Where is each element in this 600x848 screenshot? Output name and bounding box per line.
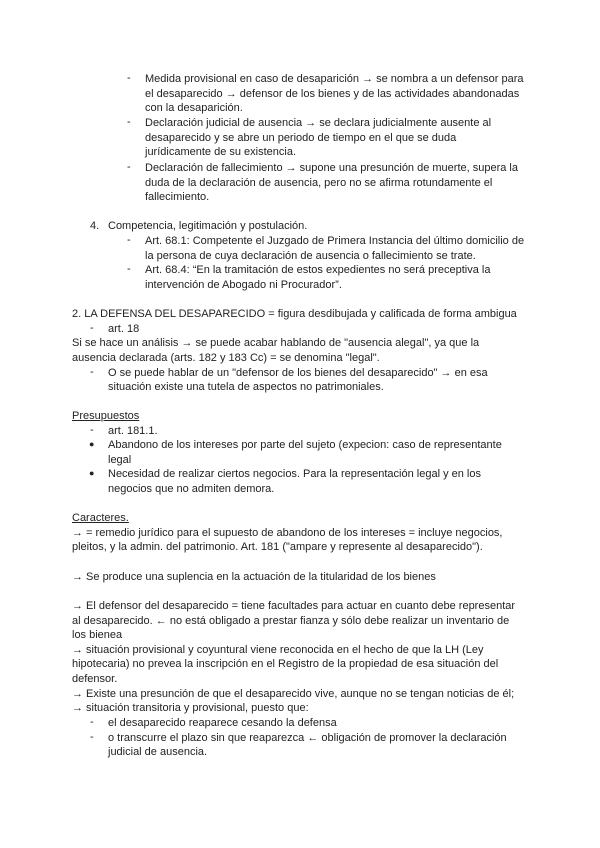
- text-line: Abandono de los intereses por parte del sujeto (expecion: caso de representante: [108, 439, 502, 451]
- text-line: hipotecaria) no prevea la inscripción en el Registro de la propiedad de esa situación del: [72, 658, 499, 670]
- text-line: art. 18: [108, 323, 140, 335]
- section-heading: Presupuestos: [72, 410, 140, 422]
- bullet-dash: -: [127, 234, 131, 246]
- text-line: los bienea: [72, 629, 123, 641]
- section-title: Competencia, legitimación y postulación.: [108, 220, 308, 232]
- bullet-dash: -: [127, 161, 131, 173]
- text-line: con la desaparición.: [145, 102, 243, 114]
- text-line: duda de la declaración de ausencia, pero no se afirma rotundamente el: [145, 177, 493, 189]
- text-line: Necesidad de realizar ciertos negocios. Para la representación legal y en los: [108, 468, 481, 480]
- text-line: → El defensor del desaparecido = tiene facultades para actuar en cuanto debe representar: [72, 600, 516, 612]
- text-line: defensor.: [72, 673, 118, 685]
- section-heading: 2. LA DEFENSA DEL DESAPARECIDO = figura desdibujada y calificada de forma ambigua: [72, 308, 517, 320]
- text-line: ausencia declarada (arts. 182 y 183 Cc) = se denomina "legal".: [72, 352, 380, 364]
- text-line: → Se produce una suplencia en la actuación de la titularidad de los bienes: [72, 571, 436, 583]
- text-line: legal: [108, 454, 132, 466]
- bullet-dash: -: [90, 322, 94, 334]
- text-line: → situación provisional y coyuntural viene reconocida en el hecho de que la LH (Ley: [72, 644, 484, 656]
- bullet-dot: ●: [89, 468, 95, 478]
- text-line: jurídicamente de su existencia.: [145, 146, 297, 158]
- text-line: situación existe una tutela de aspectos no patrimoniales.: [108, 381, 384, 393]
- list-number: 4.: [90, 220, 100, 232]
- bullet-dash: -: [90, 731, 94, 743]
- text-line: → Existe una presunción de que el desaparecido vive, aunque no se tengan noticias de él;: [72, 688, 515, 700]
- text-line: Art. 68.1: Competente el Juzgado de Primera Instancia del último domicilio de: [145, 235, 525, 247]
- text-line: Medida provisional en caso de desaparición → se nombra a un defensor para: [145, 73, 524, 85]
- text-line: O se puede hablar de un "defensor de los bienes del desaparecido" → en esa: [108, 367, 488, 379]
- text-line: Declaración judicial de ausencia → se declara judicialmente ausente al: [145, 117, 492, 129]
- text-line: el desaparecido reaparece cesando la defensa: [108, 717, 337, 729]
- text-line: desaparecido y se abre un periodo de tiempo en el que se duda: [145, 132, 457, 144]
- section-heading: Caracteres.: [72, 512, 129, 524]
- bullet-dash: -: [90, 716, 94, 728]
- text-line: art. 181.1.: [108, 425, 158, 437]
- text-line: o transcurre el plazo sin que reaparezca ← obligación de promover la declaración: [108, 732, 507, 744]
- bullet-dash: -: [127, 72, 131, 84]
- text-line: al desaparecido. ← no está obligado a prestar fianza y sólo debe realizar un inventario de: [72, 615, 510, 627]
- bullet-dash: -: [127, 116, 131, 128]
- bullet-dash: -: [90, 366, 94, 378]
- text-line: Declaración de fallecimiento → supone una presunción de muerte, supera la: [145, 162, 518, 174]
- text-line: → situación transitoria y provisional, puesto que:: [72, 702, 309, 714]
- bullet-dash: -: [90, 424, 94, 436]
- text-line: Si se hace un análisis → se puede acabar hablando de "ausencia alegal", ya que la: [72, 337, 480, 349]
- bullet-dot: ●: [89, 439, 95, 449]
- text-line: judicial de ausencia.: [108, 746, 208, 758]
- text-line: intervención de Abogado ni Procurador”.: [145, 279, 342, 291]
- text-line: negocios que no admiten demora.: [108, 483, 275, 495]
- bullet-dash: -: [127, 263, 131, 275]
- text-line: Art. 68.4: “En la tramitación de estos expedientes no será preceptiva la: [145, 264, 491, 276]
- text-line: → = remedio jurídico para el supuesto de abandono de los intereses = incluye negocios,: [72, 527, 503, 539]
- text-line: fallecimiento.: [145, 191, 210, 203]
- text-line: la persona de cuya declaración de ausencia o fallecimiento se trate.: [145, 250, 476, 262]
- text-line: pleitos, y la admin. del patrimonio. Art. 181 ("ampare y represente al desaparecido").: [72, 541, 483, 553]
- text-line: el desaparecido → defensor de los bienes y de las actividades abandonadas: [145, 88, 520, 100]
